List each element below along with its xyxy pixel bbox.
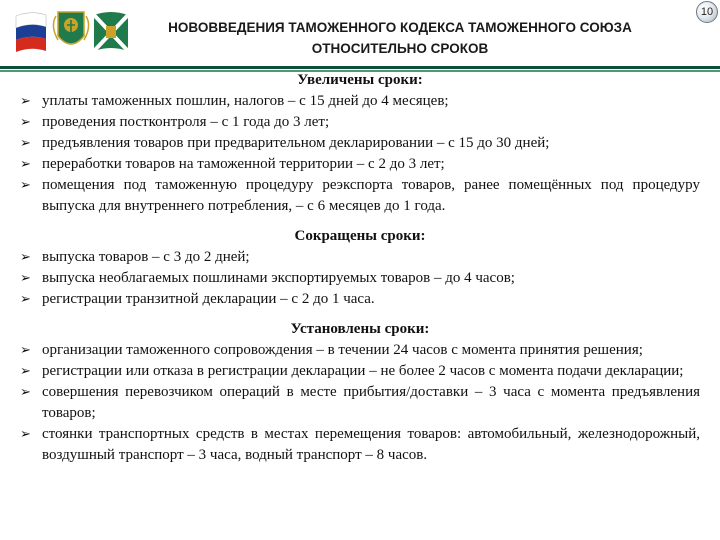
arrow-bullet-icon: ➢ [20, 292, 31, 307]
arrow-bullet-icon: ➢ [20, 271, 31, 286]
section-title: Установлены сроки: [290, 321, 430, 337]
flags-emblem-group [6, 6, 136, 58]
customs-flag-icon [94, 12, 128, 51]
arrow-bullet-icon: ➢ [20, 427, 31, 442]
arrow-bullet-icon: ➢ [20, 343, 31, 358]
arrow-bullet-icon: ➢ [20, 364, 31, 379]
section-title: Сокращены сроки: [294, 228, 426, 244]
list-item: ➢ регистрации транзитной декларации – с 2 до 1 часа. [20, 289, 700, 310]
customs-emblem-icon [53, 12, 88, 44]
section-established [20, 319, 700, 466]
list-item: ➢ проведения постконтроля – с 1 года до 3 лет; [20, 112, 700, 133]
section-reduced [20, 226, 700, 310]
list-item: ➢ переработки товаров на таможенной территории – с 2 до 3 лет; [20, 154, 700, 175]
list-item: ➢ выпуска товаров – с 3 до 2 дней; [20, 247, 700, 268]
list-item: ➢ организации таможенного сопровождения – в течении 24 часов с момента принятия решения; [20, 340, 700, 361]
arrow-bullet-icon: ➢ [20, 157, 31, 172]
list-item: ➢ регистрации или отказа в регистрации декларации – не более 2 часов с момента подачи декларации; [20, 361, 700, 382]
arrow-bullet-icon: ➢ [20, 385, 31, 400]
list-item: ➢ стоянки транспортных средств в местах перемещения товаров: автомобильный, железнодорожный, воздушный транспорт – 3 часа, водный транспорт – 8 часов. [20, 426, 700, 463]
section-title: Увеличены сроки: [297, 72, 423, 88]
slide-title: НОВОВВЕДЕНИЯ ТАМОЖЕННОГО КОДЕКСА ТАМОЖЕННОГО СОЮЗА ОТНОСИТЕЛЬНО СРОКОВ [168, 20, 632, 56]
slide-content [20, 70, 700, 466]
arrow-bullet-icon: ➢ [20, 178, 31, 193]
arrow-bullet-icon: ➢ [20, 250, 31, 265]
bullet-list [20, 247, 700, 310]
header-rule-dark [0, 66, 720, 69]
arrow-bullet-icon: ➢ [20, 136, 31, 151]
list-item: ➢ помещения под таможенную процедуру реэкспорта товаров, ранее помещённых под процедуру выпуска для внутреннего потребления, – с 6 месяцев до 1 года. [20, 177, 700, 214]
page-number-badge: 10 [696, 1, 718, 23]
list-item: ➢ уплаты таможенных пошлин, налогов – с 15 дней до 4 месяцев; [20, 91, 700, 112]
section-increased [20, 70, 700, 217]
russian-flag-icon [16, 13, 46, 52]
bullet-list [20, 340, 700, 466]
list-item: ➢ предъявления товаров при предварительном декларировании – с 15 до 30 дней; [20, 133, 700, 154]
arrow-bullet-icon: ➢ [20, 94, 31, 109]
arrow-bullet-icon: ➢ [20, 115, 31, 130]
list-item: ➢ совершения перевозчиком операций в месте прибытия/доставки – 3 часа с момента предъявления товаров; [20, 384, 700, 421]
slide-header [0, 0, 720, 68]
bullet-list [20, 91, 700, 217]
list-item: ➢ выпуска необлагаемых пошлинами экспортируемых товаров – до 4 часов; [20, 268, 700, 289]
